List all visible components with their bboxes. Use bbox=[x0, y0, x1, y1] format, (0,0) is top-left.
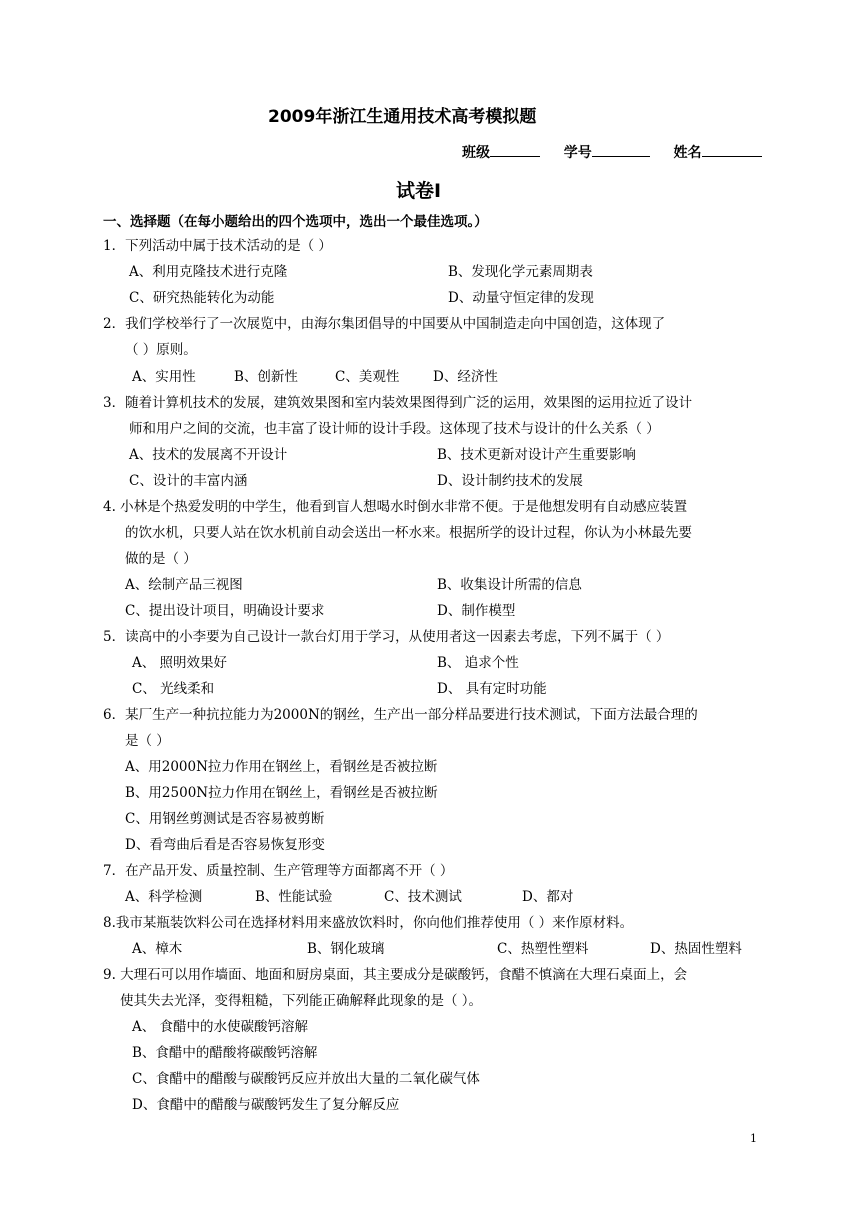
q4-option-a: A、绘制产品三视图 bbox=[125, 577, 243, 593]
question-4-line-1: 4. 小林是个热爱发明的中学生，他看到盲人想喝水时倒水非常不便。于是他想发明有自动感应装置 bbox=[103, 499, 688, 515]
class-label: 班级 bbox=[462, 145, 490, 161]
q5-option-a: A、 照明效果好 bbox=[132, 655, 228, 671]
question-2-line-1: 2．我们学校举行了一次展览中，由海尔集团倡导的中国要从中国制造走向中国创造，这体现了 bbox=[103, 316, 666, 332]
q7-option-c: C、技术测试 bbox=[384, 889, 462, 905]
q6-option-a: A、用2000N拉力作用在钢丝上，看钢丝是否被拉断 bbox=[125, 759, 438, 775]
q8-option-c: C、热塑性塑料 bbox=[497, 941, 589, 957]
q2-option-d: D、经济性 bbox=[433, 369, 498, 385]
question-2-line-2: （ ）原则。 bbox=[125, 342, 197, 358]
q4-option-b: B、收集设计所需的信息 bbox=[437, 577, 582, 593]
question-9-line-2: 使其失去光泽，变得粗糙，下列能正确解释此现象的是（ ）。 bbox=[120, 993, 483, 1009]
question-4-line-3: 做的是（ ） bbox=[125, 551, 197, 567]
question-3-line-2: 师和用户之间的交流，也丰富了设计师的设计手段。这体现了技术与设计的什么关系（ ） bbox=[129, 421, 660, 437]
q3-option-b: B、技术更新对设计产生重要影响 bbox=[437, 447, 636, 463]
q1-option-c: C、研究热能转化为动能 bbox=[129, 290, 275, 306]
question-6-line-2: 是（ ） bbox=[125, 733, 170, 749]
student-no-blank[interactable] bbox=[592, 142, 650, 157]
section-heading: 一、选择题（在每小题给出的四个选项中，选出一个最佳选项。） bbox=[103, 214, 488, 230]
q6-option-d: D、看弯曲后看是否容易恢复形变 bbox=[125, 837, 325, 853]
q3-option-d: D、设计制约技术的发展 bbox=[437, 473, 583, 489]
student-no-label: 学号 bbox=[563, 145, 592, 161]
paper-title: 试卷Ⅰ bbox=[396, 180, 442, 202]
question-3-line-1: 3．随着计算机技术的发展，建筑效果图和室内装效果图得到广泛的运用，效果图的运用拉近了设计 bbox=[103, 395, 693, 411]
q1-option-a: A、利用克隆技术进行克隆 bbox=[129, 264, 288, 280]
q9-option-c: C、食醋中的醋酸与碳酸钙反应并放出大量的二氧化碳气体 bbox=[132, 1071, 480, 1087]
q1-option-d: D、动量守恒定律的发现 bbox=[448, 290, 594, 306]
q2-option-a: A、实用性 bbox=[132, 369, 196, 385]
question-1: 1．下列活动中属于技术活动的是（ ） bbox=[103, 238, 332, 254]
q7-option-d: D、都对 bbox=[522, 889, 574, 905]
q4-option-c: C、提出设计项目，明确设计要求 bbox=[125, 603, 325, 619]
name-label: 姓名 bbox=[673, 145, 702, 161]
q2-option-b: B、创新性 bbox=[234, 369, 298, 385]
question-8: 8.我市某瓶装饮料公司在选择材料用来盛放饮料时，你向他们推荐使用（ ）来作原材料。 bbox=[103, 915, 634, 931]
q9-option-b: B、食醋中的醋酸将碳酸钙溶解 bbox=[132, 1045, 318, 1061]
question-5: 5．读高中的小李要为自己设计一款台灯用于学习，从使用者这一因素去考虑，下列不属于（ ） bbox=[103, 629, 670, 645]
q6-option-b: B、用2500N拉力作用在钢丝上，看钢丝是否被拉断 bbox=[125, 785, 438, 801]
question-9-line-1: 9. 大理石可以用作墙面、地面和厨房桌面，其主要成分是碳酸钙，食醋不慎滴在大理石桌面上，会 bbox=[103, 967, 688, 983]
q7-option-a: A、科学检测 bbox=[125, 889, 203, 905]
q7-option-b: B、性能试验 bbox=[255, 889, 333, 905]
q8-option-d: D、热固性塑料 bbox=[650, 941, 742, 957]
q5-option-b: B、 追求个性 bbox=[437, 655, 519, 671]
q3-option-c: C、设计的丰富内涵 bbox=[129, 473, 248, 489]
q9-option-d: D、食醋中的醋酸与碳酸钙发生了复分解反应 bbox=[132, 1097, 400, 1113]
q3-option-a: A、技术的发展离不开设计 bbox=[129, 447, 288, 463]
q9-option-a: A、 食醋中的水使碳酸钙溶解 bbox=[132, 1019, 309, 1035]
q2-option-c: C、美观性 bbox=[335, 369, 400, 385]
q5-option-d: D、 具有定时功能 bbox=[437, 681, 547, 697]
q6-option-c: C、用钢丝剪测试是否容易被剪断 bbox=[125, 811, 325, 827]
q5-option-c: C、 光线柔和 bbox=[132, 681, 215, 697]
question-4-line-2: 的饮水机，只要人站在饮水机前自动会送出一杯水来。根据所学的设计过程，你认为小林最先要 bbox=[125, 525, 692, 541]
class-blank[interactable] bbox=[490, 142, 540, 157]
page-number: 1 bbox=[750, 1132, 757, 1145]
student-info-line bbox=[462, 142, 762, 162]
question-7: 7．在产品开发、质量控制、生产管理等方面都离不开（ ） bbox=[103, 863, 454, 879]
document-title: 2009年浙江生通用技术高考模拟题 bbox=[268, 107, 537, 127]
q1-option-b: B、发现化学元素周期表 bbox=[448, 264, 593, 280]
question-6-line-1: 6．某厂生产一种抗拉能力为2000N的钢丝，生产出一部分样品要进行技术测试，下面方法最合理的 bbox=[103, 707, 698, 723]
q8-option-a: A、樟木 bbox=[132, 941, 183, 957]
q8-option-b: B、钢化玻璃 bbox=[307, 941, 385, 957]
name-blank[interactable] bbox=[702, 142, 762, 157]
q4-option-d: D、制作模型 bbox=[437, 603, 516, 619]
